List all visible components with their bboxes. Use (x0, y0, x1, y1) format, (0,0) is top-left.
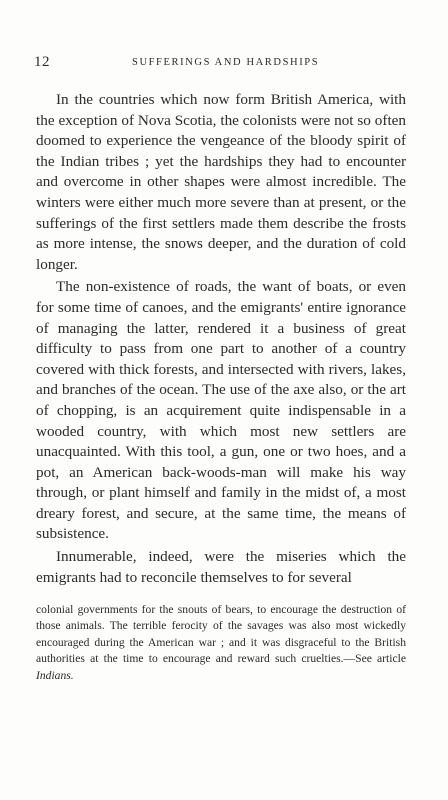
running-title: SUFFERINGS AND HARDSHIPS (132, 57, 320, 68)
footnote-paragraph (36, 602, 406, 684)
running-head (34, 54, 402, 74)
paragraph-3: Innumerable, indeed, were the miseries which the emigrants had to reconcile themselves to for several (36, 548, 406, 586)
footnote-reference: Indians. (36, 668, 74, 682)
paragraph-1: In the countries which now form British America, with the exception of Nova Scotia, the colonists were not so often doomed to experience the vengeance of the bloody spirit of the Indian tribes ; yet the hardships they had to encounter and overcome in other shapes were almost incredible. The winters were either much more severe than at present, or the sufferings of the first settlers made them describe the frosts as more intense, the snows deeper, and the duration of cold longer. (36, 91, 406, 273)
main-text (36, 90, 406, 590)
footnote-text: colonial governments for the snouts of bears, to encourage the destruction of those animals. The terrible ferocity of the savages was also most wickedly encouraged during the American war ; and it was disgraceful to the British authorities at the time to encourage and reward such cruelties.—See article (36, 603, 406, 666)
footnote (36, 602, 406, 684)
paragraph-2: The non-existence of roads, the want of boats, or even for some time of canoes, and the emigrants' entire ignorance of managing the latter, rendered it a business of great difficulty to pass from one part to another of a country covered with thick forests, and intersected with rivers, lakes, and branches of the ocean. The use of the axe also, or the art of chopping, is an acquirement quite indispensable in a wooded country, with which most new settlers are unacquainted. With this tool, a gun, one or two hoes, and a pot, an American back-woods-man will make his way through, or plant himself and family in the midst of, a most dreary forest, and secure, at the same time, the means of subsistence. (36, 278, 406, 543)
page-number: 12 (34, 54, 50, 70)
